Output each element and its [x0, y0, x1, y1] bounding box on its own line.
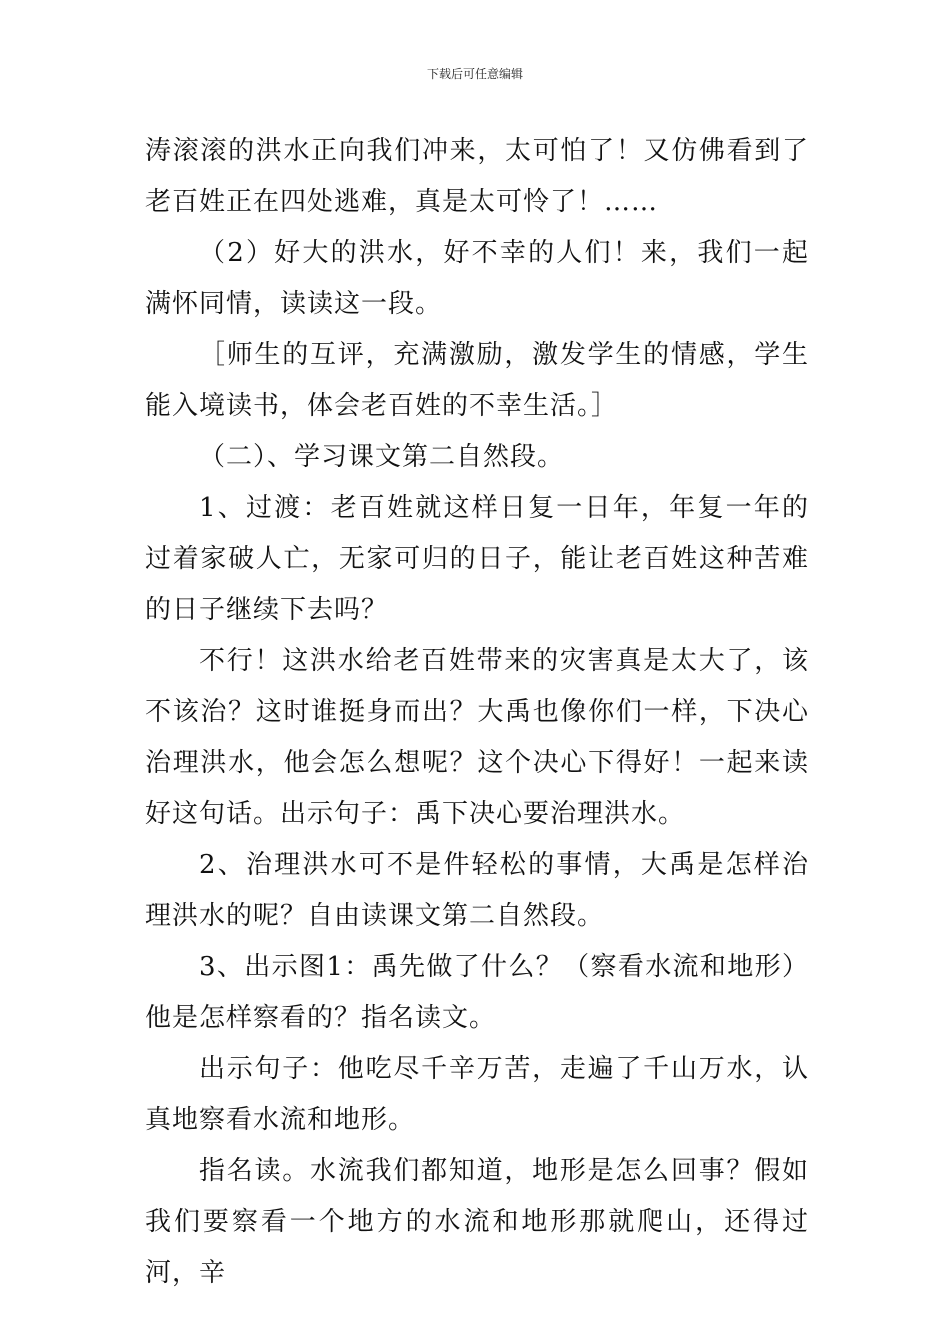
paragraph: 涛滚滚的洪水正向我们冲来，太可怕了！又仿佛看到了老百姓正在四处逃难，真是太可怜了！……: [145, 136, 809, 217]
paragraph: 3、出示图1：禹先做了什么？（察看水流和地形）他是怎样察看的？指名读文。: [145, 952, 809, 1033]
paragraph: 2、治理洪水可不是件轻松的事情，大禹是怎样治理洪水的呢？自由读课文第二自然段。: [145, 850, 809, 931]
paragraph: ［师生的互评，充满激励，激发学生的情感，学生能入境读书，体会老百姓的不幸生活。］: [145, 340, 809, 421]
paragraph: 1、过渡：老百姓就这样日复一日年，年复一年的过着家破人亡，无家可归的日子，能让老百姓这种苦难的日子继续下去吗？: [145, 493, 809, 625]
paragraph: 指名读。水流我们都知道，地形是怎么回事？假如我们要察看一个地方的水流和地形那就爬山，还得过河，辛: [145, 1156, 809, 1288]
paragraph: 不行！这洪水给老百姓带来的灾害真是太大了，该不该治？这时谁挺身而出？大禹也像你们一样，下决心治理洪水，他会怎么想呢？这个决心下得好！一起来读好这句话。出示句子：禹下决心要治理洪水。: [145, 646, 809, 829]
paragraph: 出示句子：他吃尽千辛万苦，走遍了千山万水，认真地察看水流和地形。: [145, 1054, 809, 1135]
document-body: [145, 126, 809, 1299]
page-header: 下载后可任意编辑: [426, 67, 523, 81]
paragraph: （2）好大的洪水，好不幸的人们！来，我们一起满怀同情，读读这一段。: [145, 238, 809, 319]
section-heading: （二）、学习课文第二自然段。: [199, 442, 565, 472]
